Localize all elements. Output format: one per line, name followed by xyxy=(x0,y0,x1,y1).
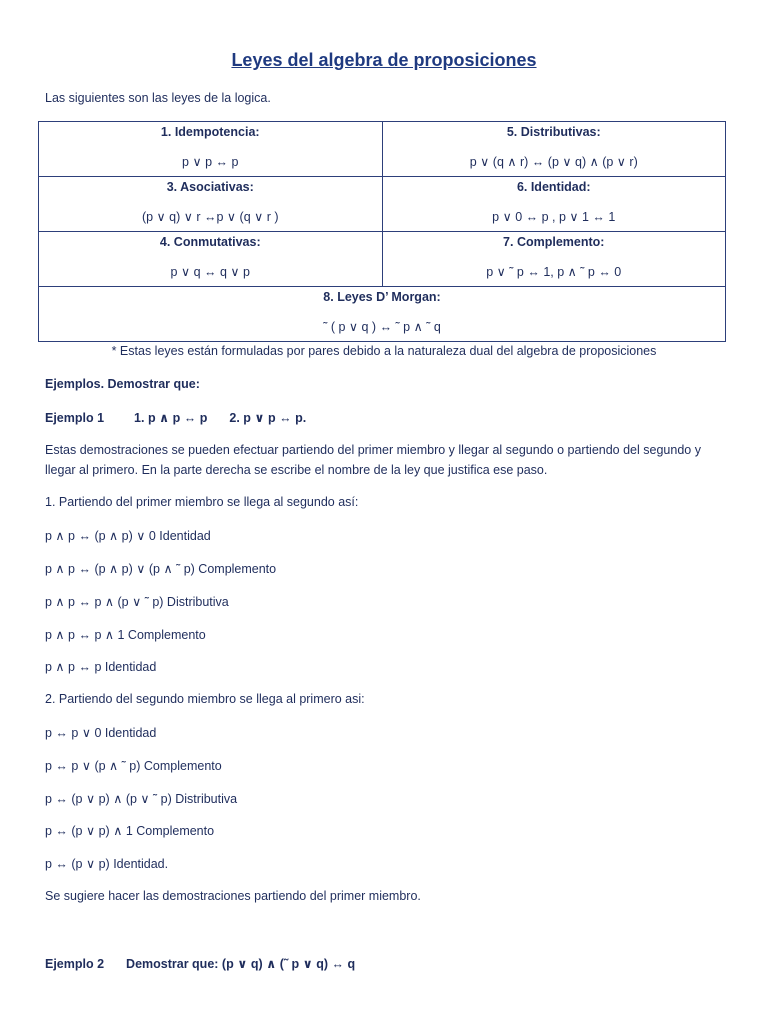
proof1-step: p ∧ p ↔ (p ∧ p) ∨ (p ∧ ˜ p) Complemento xyxy=(45,562,277,576)
law-formula: p ∨ q ↔ q ∨ p xyxy=(170,265,250,279)
law-cell-asociativas xyxy=(39,177,383,232)
proof1-step: p ∧ p ↔ (p ∧ p) ∨ 0 Identidad xyxy=(45,529,211,543)
proof1-step: p ∧ p ↔ p ∧ (p ∨ ˜ p) Distributiva xyxy=(45,595,229,609)
proof2-heading: 2. Partiendo del segundo miembro se llega al primero asi: xyxy=(45,692,365,706)
proof2-step: p ↔ p ∨ 0 Identidad xyxy=(45,726,157,740)
ejemplo2-line xyxy=(45,956,355,971)
law-title: 3. Asociativas: xyxy=(166,180,254,194)
law-title: 6. Identidad: xyxy=(516,180,591,194)
law-title: 1. Idempotencia: xyxy=(160,125,260,139)
law-cell-idempotencia xyxy=(39,122,383,177)
footnote: * Estas leyes están formuladas por pares debido a la naturaleza dual del algebra de proposiciones xyxy=(111,344,657,358)
laws-table xyxy=(38,121,726,342)
law-formula: p ∨ 0 ↔ p , p ∨ 1 ↔ 1 xyxy=(492,210,616,224)
ejemplo1-line xyxy=(45,410,306,425)
law-cell-morgan xyxy=(39,287,726,342)
table-row xyxy=(39,177,726,232)
table-row xyxy=(39,232,726,287)
proof2-step: p ↔ (p ∨ p) Identidad. xyxy=(45,857,169,871)
proof2-step: p ↔ (p ∨ p) ∧ (p ∨ ˜ p) Distributiva xyxy=(45,792,238,806)
law-formula: p ∨ p ↔ p xyxy=(182,155,239,169)
explanation-paragraph: Estas demostraciones se pueden efectuar partiendo del primer miembro y llegar al segundo o partiendo del segundo y llegar al primero. En la parte derecha se escribe el nombre de la ley que justifica ese paso. xyxy=(45,443,701,477)
law-cell-distributivas xyxy=(382,122,726,177)
law-formula: ˜ ( p ∨ q ) ↔ ˜ p ∧ ˜ q xyxy=(323,320,441,334)
ejemplo2-label: Ejemplo 2 xyxy=(45,957,105,971)
ejemplo1-label: Ejemplo 1 xyxy=(45,411,105,425)
page-title: Leyes del algebra de proposiciones xyxy=(231,50,537,70)
law-cell-complemento xyxy=(382,232,726,287)
ejemplo1-part2: 2. p ∨ p ↔ p. xyxy=(229,411,307,425)
ejemplos-heading: Ejemplos. Demostrar que: xyxy=(45,377,200,391)
proof2-step: p ↔ p ∨ (p ∧ ˜ p) Complemento xyxy=(45,759,222,773)
law-title: 4. Conmutativas: xyxy=(159,235,261,249)
law-title: 5. Distributivas: xyxy=(506,125,601,139)
table-row xyxy=(39,122,726,177)
proof2-step: p ↔ (p ∨ p) ∧ 1 Complemento xyxy=(45,824,215,838)
suggestion-text: Se sugiere hacer las demostraciones partiendo del primer miembro. xyxy=(45,889,421,903)
law-formula: (p ∨ q) ∨ r ↔p ∨ (q ∨ r ) xyxy=(141,210,279,224)
law-title: 8. Leyes D’ Morgan: xyxy=(323,290,441,304)
ejemplo1-part1: 1. p ∧ p ↔ p xyxy=(134,411,208,425)
law-cell-conmutativas xyxy=(39,232,383,287)
law-formula: p ∨ ˜ p ↔ 1, p ∧ ˜ p ↔ 0 xyxy=(486,265,622,279)
ejemplo2-formula: (p ∨ q) ∧ (˜ p ∨ q) ↔ q xyxy=(221,957,356,971)
proof1-step: p ∧ p ↔ p Identidad xyxy=(45,660,157,674)
proof1-heading: 1. Partiendo del primer miembro se llega al segundo así: xyxy=(45,495,359,509)
intro-text: Las siguientes son las leyes de la logica. xyxy=(45,91,271,105)
law-title: 7. Complemento: xyxy=(503,235,605,249)
law-formula: p ∨ (q ∧ r) ↔ (p ∨ q) ∧ (p ∨ r) xyxy=(469,155,638,169)
proof1-step: p ∧ p ↔ p ∧ 1 Complemento xyxy=(45,628,206,642)
ejemplo2-prompt: Demostrar que: xyxy=(126,957,219,971)
table-row xyxy=(39,287,726,342)
law-cell-identidad xyxy=(382,177,726,232)
